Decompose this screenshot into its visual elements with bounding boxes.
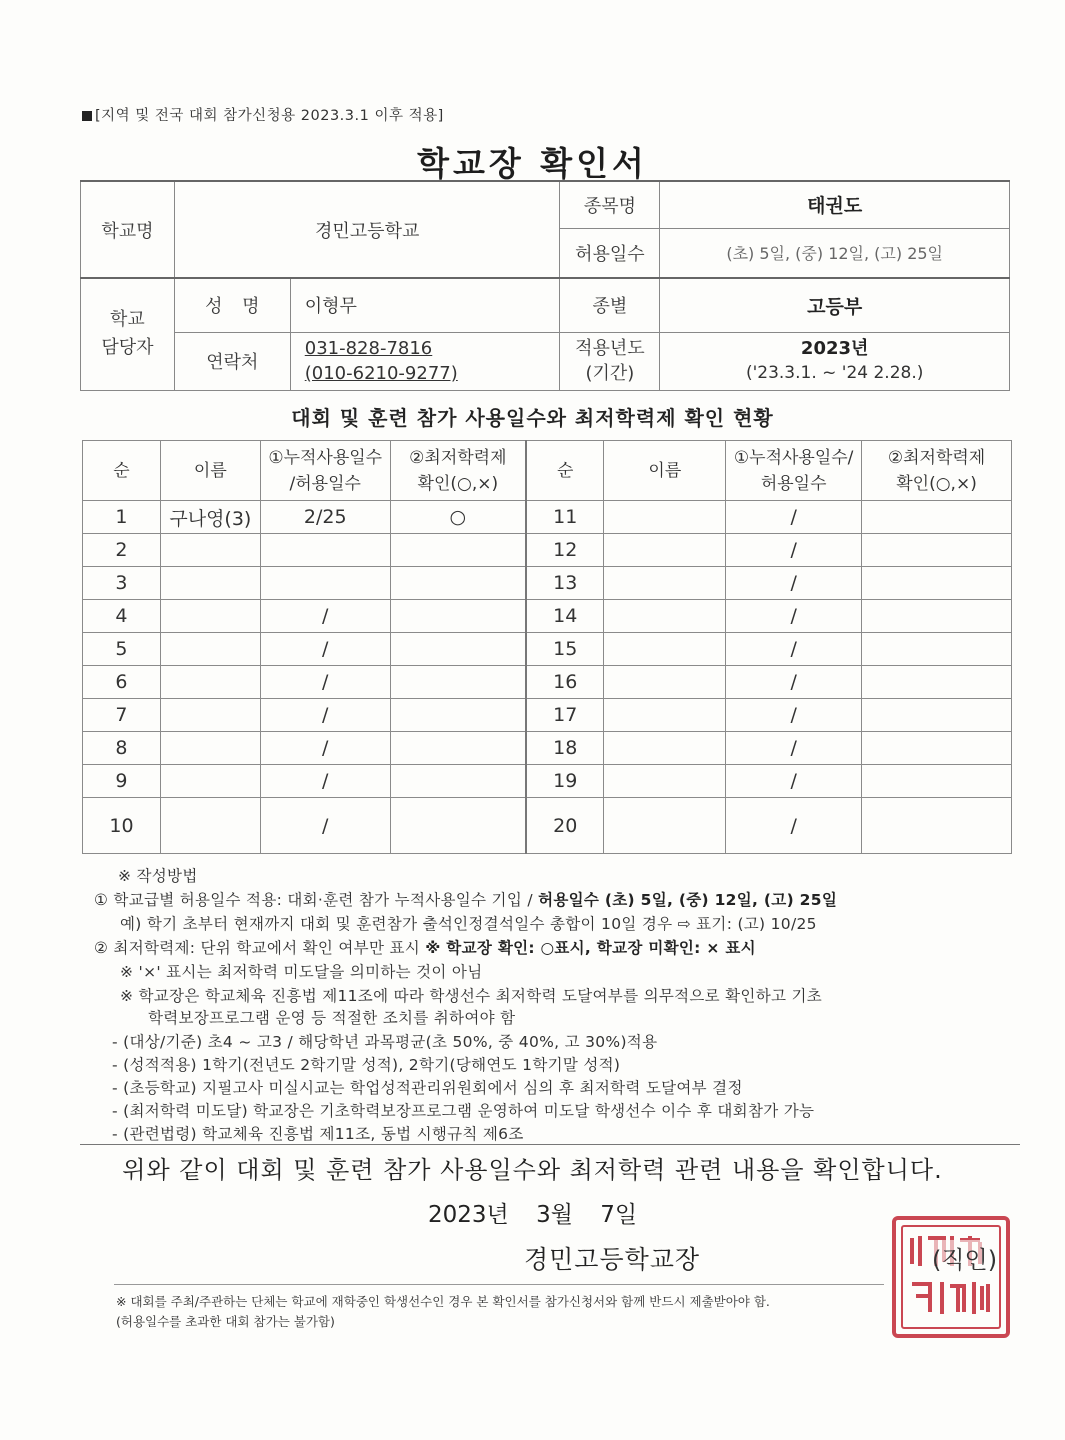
- row-check: [862, 732, 1012, 765]
- sport-label: 종목명: [560, 181, 660, 228]
- row-check: [862, 798, 1012, 854]
- row-no: 1: [83, 501, 161, 534]
- col-days-left: ①누적사용일수 /허용일수: [260, 441, 390, 501]
- row-name: [604, 732, 726, 765]
- row-days: /: [726, 501, 862, 534]
- page-title: 학교장 확인서: [417, 144, 648, 183]
- row-check: [862, 534, 1012, 567]
- table-row: [83, 567, 1012, 600]
- row-name: [160, 765, 260, 798]
- row-no: 15: [526, 633, 604, 666]
- row-no: 18: [526, 732, 604, 765]
- category-value: 고등부: [660, 278, 1010, 332]
- col-check-right: ②최저학력제 확인(○,×): [862, 441, 1012, 501]
- official-seal: [888, 1212, 1014, 1342]
- row-days: /: [260, 666, 390, 699]
- row-name: [160, 699, 260, 732]
- row-days: /: [726, 567, 862, 600]
- allowed-days-label: 허용일수: [560, 228, 660, 278]
- footer-rule: [114, 1284, 884, 1285]
- row-days: /: [726, 534, 862, 567]
- row-check: ○: [390, 501, 526, 534]
- row-check: [862, 567, 1012, 600]
- row-no: 17: [526, 699, 604, 732]
- table-row: [83, 534, 1012, 567]
- row-no: 20: [526, 798, 604, 854]
- table-row: [83, 666, 1012, 699]
- instruction-line-10: - (최저학력 미도달) 학교장은 기초학력보장프로그램 운영하여 미도달 학생선수 이수 후 대회참가 가능: [112, 1102, 815, 1120]
- seal-stamp-icon: [888, 1212, 1014, 1342]
- table-row: [83, 765, 1012, 798]
- row-no: 14: [526, 600, 604, 633]
- row-check: [390, 732, 526, 765]
- row-name: [604, 501, 726, 534]
- divider-rule: [80, 1144, 1020, 1145]
- row-days: /: [260, 600, 390, 633]
- row-no: 4: [83, 600, 161, 633]
- row-check: [390, 666, 526, 699]
- instruction-line-7: - (대상/기준) 초4 ~ 고3 / 해당학년 과목평균(초 50%, 중 40%, 고 30%)적용: [112, 1033, 658, 1051]
- sport-value: 태권도: [660, 181, 1010, 228]
- instruction-line-1a: ① 학교급별 허용일수 적용: 대회·훈련 참가 누적사용일수 기입 /: [94, 891, 539, 909]
- row-days: /: [260, 633, 390, 666]
- instruction-line-8: - (성적적용) 1학기(전년도 2학기말 성적), 2학기(당해연도 1학기말 성적): [112, 1056, 621, 1074]
- contact-label: 연락처: [174, 332, 290, 390]
- table-row: [83, 798, 1012, 854]
- period-label: (기간): [585, 363, 635, 384]
- row-no: 6: [83, 666, 161, 699]
- row-check: [390, 534, 526, 567]
- row-name: [604, 534, 726, 567]
- instruction-line-5: ※ 학교장은 학교체육 진흥법 제11조에 따라 학생선수 최저학력 도달여부를 의무적으로 확인하고 기초: [120, 987, 823, 1005]
- header-note: [82, 104, 444, 125]
- row-check: [862, 633, 1012, 666]
- instructions-heading: ※ 작성방법: [118, 867, 198, 885]
- school-name-value: 경민고등학교: [174, 181, 560, 278]
- year-label: 적용년도: [575, 338, 645, 359]
- row-name: [604, 666, 726, 699]
- table-row: [83, 699, 1012, 732]
- principal-signature: 경민고등학교장: [524, 1245, 701, 1274]
- instruction-line-2: 예) 학기 초부터 현재까지 대회 및 훈련참가 출석인정결석일수 총합이 10일 경우 ⇨ 표기: (고) 10/25: [120, 915, 817, 933]
- table-row: [83, 600, 1012, 633]
- row-days: /: [726, 699, 862, 732]
- row-name: [160, 600, 260, 633]
- row-check: [390, 633, 526, 666]
- row-days: /: [726, 732, 862, 765]
- row-days: [260, 567, 390, 600]
- header-note-text: [지역 및 전국 대회 참가신청용 2023.3.1 이후 적용]: [95, 108, 444, 124]
- confirmation-statement: 위와 같이 대회 및 훈련 참가 사용일수와 최저학력 관련 내용을 확인합니다.: [122, 1156, 943, 1184]
- instruction-line-6: 학력보장프로그램 운영 등 적절한 조치를 취하여야 함: [148, 1009, 516, 1027]
- row-days: /: [726, 633, 862, 666]
- manager-label: 학교 담당자: [81, 278, 175, 390]
- col-no-left: 순: [83, 441, 161, 501]
- row-name: [160, 567, 260, 600]
- allowed-days-value: (초) 5일, (중) 12일, (고) 25일: [660, 228, 1010, 278]
- row-check: [390, 798, 526, 854]
- row-no: 12: [526, 534, 604, 567]
- row-check: [390, 699, 526, 732]
- row-days: /: [726, 600, 862, 633]
- row-days: /: [726, 798, 862, 854]
- row-no: 8: [83, 732, 161, 765]
- row-check: [862, 699, 1012, 732]
- category-label: 종별: [560, 278, 660, 332]
- row-days: /: [726, 765, 862, 798]
- row-name: [160, 732, 260, 765]
- row-no: 13: [526, 567, 604, 600]
- date-day: 7일: [600, 1202, 638, 1228]
- row-name: [160, 666, 260, 699]
- row-check: [862, 666, 1012, 699]
- row-days: /: [260, 765, 390, 798]
- manager-name-label: 성 명: [174, 278, 290, 332]
- row-days: /: [260, 699, 390, 732]
- contact-value: [290, 332, 560, 390]
- row-days: /: [726, 666, 862, 699]
- row-no: 2: [83, 534, 161, 567]
- period-value: ('23.3.1. ~ '24 2.28.): [745, 363, 924, 383]
- date-month: 3월: [536, 1202, 573, 1228]
- row-no: 11: [526, 501, 604, 534]
- row-days: [260, 534, 390, 567]
- row-days: 2/25: [260, 501, 390, 534]
- row-no: 7: [83, 699, 161, 732]
- section-title: 대회 및 훈련 참가 사용일수와 최저학력제 확인 현황: [291, 406, 774, 430]
- col-no-right: 순: [526, 441, 604, 501]
- phone-secondary: (010-6210-9277): [304, 363, 458, 384]
- issue-date: [428, 1196, 637, 1229]
- phone-primary: 031-828-7816: [304, 338, 433, 359]
- row-check: [390, 765, 526, 798]
- row-name: [604, 765, 726, 798]
- manager-name-value: 이형무: [290, 278, 560, 332]
- instruction-line-3: [94, 936, 756, 958]
- roster-table: [82, 440, 1012, 854]
- table-row: [83, 633, 1012, 666]
- instruction-line-3a: ② 최저학력제: 단위 학교에서 확인 여부만 표시: [94, 939, 426, 957]
- col-check-left: ②최저학력제 확인(○,×): [390, 441, 526, 501]
- school-name-label: 학교명: [81, 181, 175, 278]
- row-days: /: [260, 732, 390, 765]
- row-name: [604, 798, 726, 854]
- col-days-right: ①누적사용일수/ 허용일수: [726, 441, 862, 501]
- row-no: 9: [83, 765, 161, 798]
- row-name: [604, 699, 726, 732]
- row-check: [862, 501, 1012, 534]
- instruction-line-1: [94, 888, 837, 910]
- instruction-line-9: - (초등학교) 지필고사 미실시교는 학업성적관리위원회에서 심의 후 최저학력 도달여부 결정: [112, 1079, 743, 1097]
- row-name: [604, 600, 726, 633]
- instruction-line-4: ※ '×' 표시는 최저학력 미도달을 의미하는 것이 아님: [120, 963, 483, 981]
- instruction-line-3b: ※ 학교장 확인: ○표시, 학교장 미확인: × 표시: [425, 939, 756, 957]
- row-days: /: [260, 798, 390, 854]
- school-info-table: [80, 180, 1010, 391]
- row-name: [160, 633, 260, 666]
- row-no: 10: [83, 798, 161, 854]
- row-name: [604, 567, 726, 600]
- row-no: 3: [83, 567, 161, 600]
- table-row: [83, 501, 1012, 534]
- row-name: [160, 534, 260, 567]
- row-no: 19: [526, 765, 604, 798]
- row-no: 16: [526, 666, 604, 699]
- col-name-left: 이름: [160, 441, 260, 501]
- row-name: [604, 633, 726, 666]
- year-period-value: [660, 332, 1010, 390]
- year-value: 2023년: [800, 338, 869, 359]
- footer-note-1: ※ 대회를 주최/주관하는 단체는 학교에 재학중인 학생선수인 경우 본 확인서를 참가신청서와 함께 반드시 제출받아야 함.: [116, 1294, 770, 1309]
- row-no: 5: [83, 633, 161, 666]
- row-check: [390, 567, 526, 600]
- seal-label: (직인): [932, 1240, 997, 1275]
- year-period-label: [560, 332, 660, 390]
- square-bullet-icon: [82, 111, 92, 121]
- row-check: [390, 600, 526, 633]
- instruction-line-11: - (관련법령) 학교체육 진흥법 제11조, 동법 시행규칙 제6조: [112, 1125, 524, 1143]
- table-row: [83, 732, 1012, 765]
- row-check: [862, 765, 1012, 798]
- footer-note-2: (허용일수를 초과한 대회 참가는 불가함): [116, 1314, 335, 1329]
- col-name-right: 이름: [604, 441, 726, 501]
- row-check: [862, 600, 1012, 633]
- row-name: [160, 798, 260, 854]
- date-year: 2023년: [428, 1202, 509, 1228]
- row-name: 구나영(3): [160, 501, 260, 534]
- roster-header-row: [83, 441, 1012, 501]
- instruction-line-1b: 허용일수 (초) 5일, (중) 12일, (고) 25일: [538, 891, 838, 909]
